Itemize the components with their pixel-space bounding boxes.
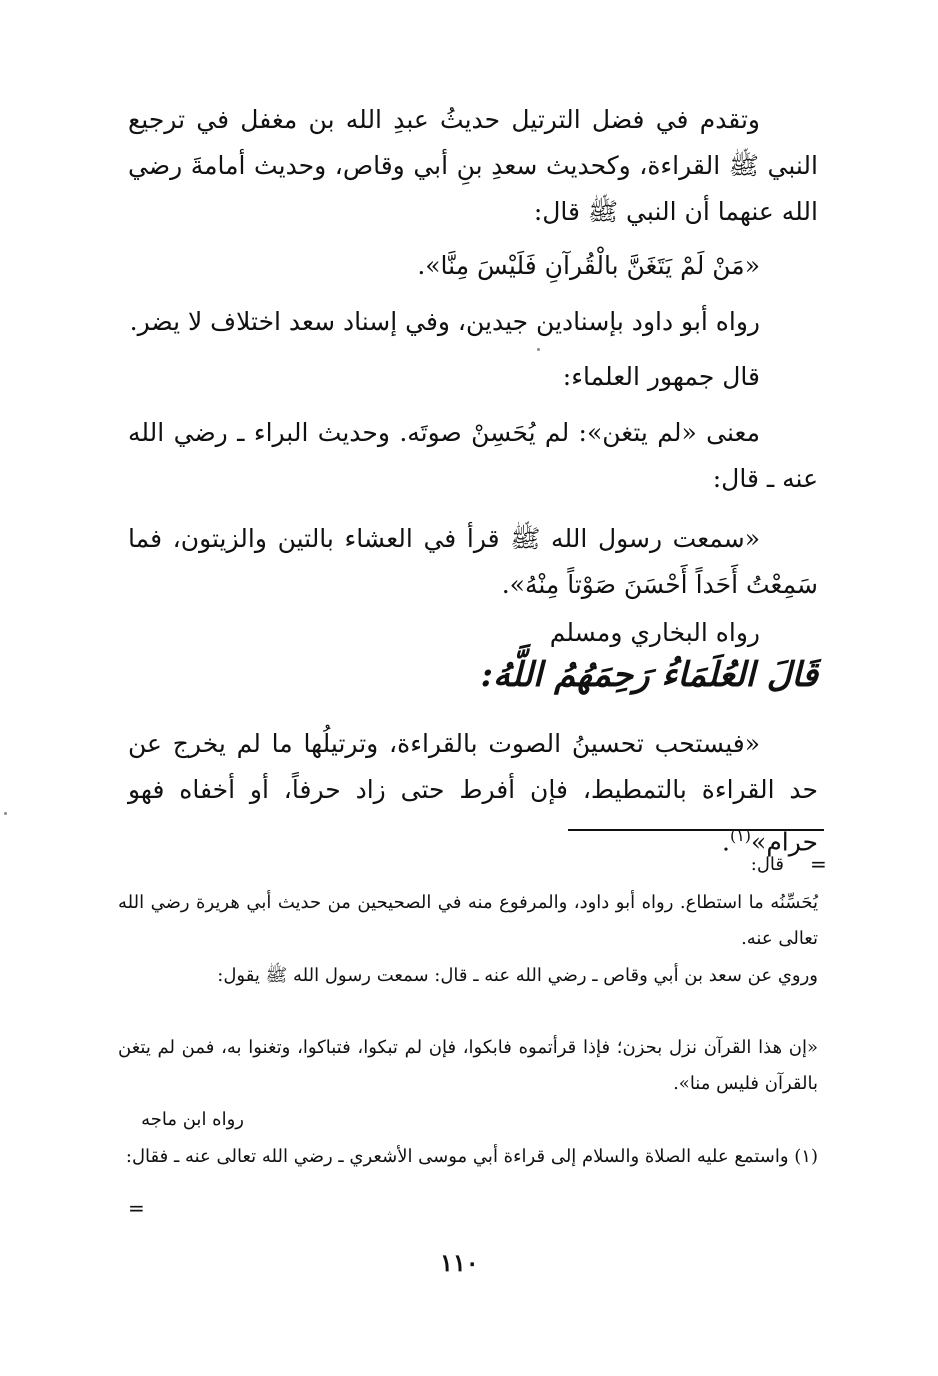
footnote-qala: قال: [750,854,784,875]
footnote-quran-huzn: «إن هذا القرآن نزل بحزن؛ فإذا قرأتموه فابكوا، فإن لم تبكوا، فتباكوا، وتغنوا به، فمن لم يتغن بالقرآن فليس منا». [118,1037,818,1094]
footnote-saad: وروي عن سعد بن أبي وقاص ـ رضي الله عنه ـ قال: سمعت رسول الله ﷺ يقول: [217,965,818,986]
paragraph-yustahab [128,721,818,865]
page-number: ١١٠ [440,1248,479,1277]
scan-speck [537,348,540,351]
paragraph-riwaya-abu-dawud: رواه أبو داود بإسنادين جيدين، وفي إسناد سعد اختلاف لا يضر. [129,307,760,336]
footnote-one: (١) واستمع عليه الصلاة والسلام إلى قراءة أبي موسى الأشعري ـ رضي الله تعالى عنه ـ فقال: [125,1146,818,1167]
paragraph-yustahab-text: «فيستحب تحسينُ الصوت بالقراءة، وترتيلُها ما لم يخرج عن حد القراءة بالتمطيط، فإن أفرط حتى زاد حرفاً، أو أخفاه فهو حرام» [128,729,818,857]
footnote-divider [568,829,824,831]
section-heading: قَالَ العُلَمَاءُ رَحِمَهُمُ اللَّهُ: [480,655,818,695]
footnote-ibn-majah: رواه ابن ماجه [141,1109,244,1130]
continuation-mark-bottom: = [128,1196,145,1220]
hadith-taghanni: «مَنْ لَمْ يَتَغَنَّ بالْقُرآنِ فَلَيْسَ مِنَّا». [417,251,760,280]
footnote-ref: (١) [729,826,752,845]
paragraph-tarteel: وتقدم في فضل الترتيل حديثُ عبدِ الله بن مغفل في ترجيع النبي ﷺ القراءة، وكحديث سعدِ بنِ أبي وقاص، وحديث أمامةَ رضي الله عنهما أن النبي ﷺ قال: [128,105,818,226]
continuation-mark-top: = [810,852,827,876]
footnote-yuhassinuhu: يُحَسِّنُه ما استطاع. رواه أبو داود، والمرفوع منه في الصحيحين من حديث أبي هريرة رضي الله تعالى عنه. [118,892,818,949]
scan-speck [4,812,7,815]
paragraph-yustahab-end: . [721,827,730,857]
paragraph-bukhari-muslim: رواه البخاري ومسلم [549,618,760,647]
hadith-baraa: «سمعت رسول الله ﷺ قرأ في العشاء بالتين والزيتون، فما سَمِعْتُ أَحَداً أَحْسَنَ صَوْتاً مِنْهُ». [128,524,818,599]
paragraph-mana-taghanni: معنى «لم يتغن»: لم يُحَسِنْ صوتَه. وحديث البراء ـ رضي الله عنه ـ قال: [128,418,818,493]
paragraph-jumhur: قال جمهور العلماء: [562,362,760,391]
